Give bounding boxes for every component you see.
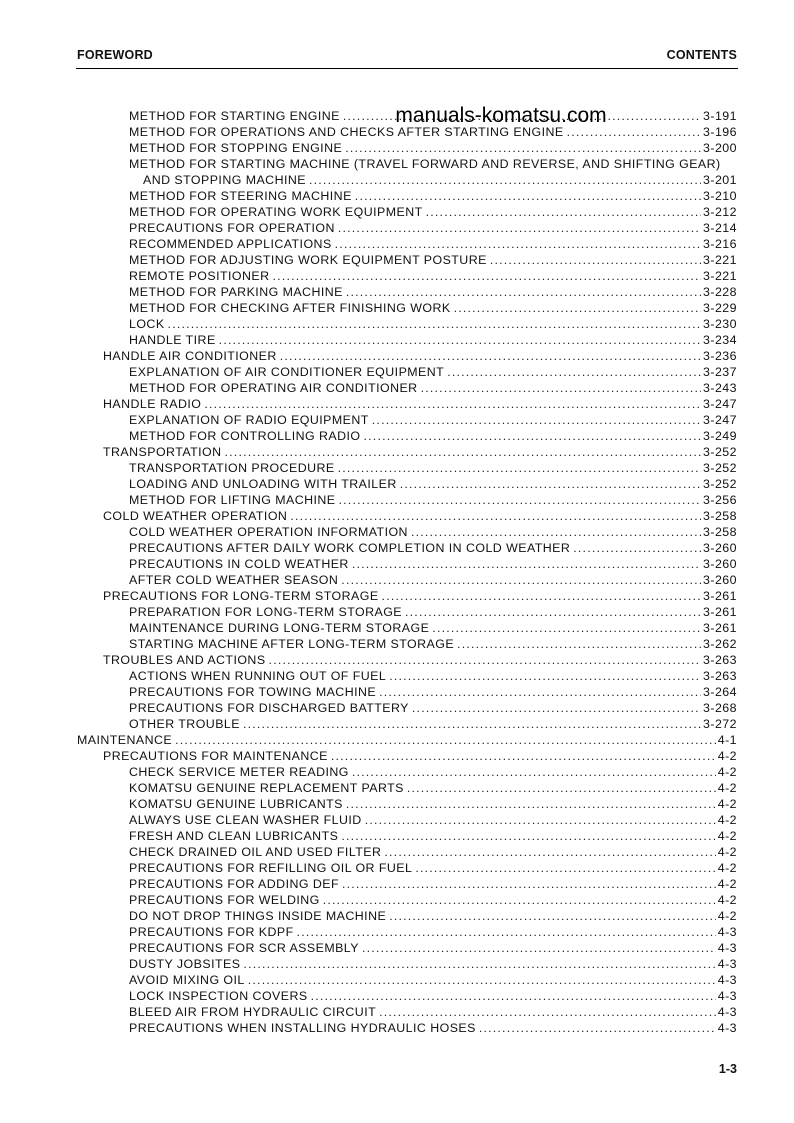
toc-entry-title: STARTING MACHINE AFTER LONG-TERM STORAGE: [129, 637, 455, 651]
toc-entry-title: COLD WEATHER OPERATION INFORMATION: [129, 525, 408, 539]
toc-entry[interactable]: [129, 908, 737, 924]
toc-dot-leader: [339, 492, 702, 508]
toc-dot-leader: [365, 812, 716, 828]
toc-entry-title: PRECAUTIONS FOR OPERATION: [129, 221, 335, 235]
toc-entry[interactable]: [129, 604, 737, 620]
toc-entry[interactable]: [129, 1020, 737, 1036]
toc-entry-title: METHOD FOR OPERATIONS AND CHECKS AFTER STARTING ENGINE: [129, 125, 564, 139]
toc-entry[interactable]: [129, 764, 737, 780]
toc-entry-title: OTHER TROUBLE: [129, 717, 240, 731]
toc-entry-page: 3-261: [703, 605, 737, 619]
toc-entry[interactable]: [143, 172, 737, 188]
toc-entry-page: 3-229: [703, 301, 737, 315]
header-section-title: FOREWORD: [77, 48, 153, 62]
toc-dot-leader: [400, 476, 701, 492]
toc-entry-page: 3-268: [703, 701, 737, 715]
toc-entry-page: 4-2: [717, 877, 737, 891]
toc-entry-title: DO NOT DROP THINGS INSIDE MACHINE: [129, 909, 387, 923]
toc-entry-page: 4-2: [717, 829, 737, 843]
toc-dot-leader: [343, 108, 701, 124]
toc-dot-leader: [362, 940, 716, 956]
toc-dot-leader: [269, 652, 702, 668]
toc-entry[interactable]: [129, 668, 737, 684]
toc-entry-title: TROUBLES AND ACTIONS: [103, 653, 266, 667]
toc-entry[interactable]: [129, 780, 737, 796]
toc-entry-title: HANDLE TIRE: [129, 333, 216, 347]
toc-entry[interactable]: [103, 508, 737, 524]
toc-entry-title: PRECAUTIONS FOR DISCHARGED BATTERY: [129, 701, 409, 715]
toc-entry[interactable]: [129, 204, 737, 220]
toc-entry-page: 3-260: [703, 573, 737, 587]
toc-entry[interactable]: [129, 220, 737, 236]
toc-dot-leader: [346, 284, 701, 300]
toc-dot-leader: [204, 396, 701, 412]
toc-entry-title: PRECAUTIONS FOR LONG-TERM STORAGE: [103, 589, 379, 603]
toc-entry-title: DUSTY JOBSITES: [129, 957, 241, 971]
toc-entry-title: PRECAUTIONS IN COLD WEATHER: [129, 557, 349, 571]
toc-entry-page: 3-252: [703, 477, 737, 491]
toc-entry-title: METHOD FOR OPERATING WORK EQUIPMENT: [129, 205, 423, 219]
toc-entry-title: LOCK: [129, 317, 165, 331]
toc-dot-leader: [311, 988, 716, 1004]
toc-dot-leader: [225, 444, 702, 460]
toc-entry-page: 4-2: [717, 797, 737, 811]
toc-entry-title: METHOD FOR LIFTING MACHINE: [129, 493, 336, 507]
toc-entry-page: 3-249: [703, 429, 737, 443]
toc-entry-page: 3-210: [703, 189, 737, 203]
toc-entry-title: MAINTENANCE: [77, 733, 173, 747]
toc-dot-leader: [345, 140, 701, 156]
toc-entry-page: 3-237: [703, 365, 737, 379]
toc-entry-page: 3-221: [703, 269, 737, 283]
toc-dot-leader: [338, 460, 701, 476]
toc-entry[interactable]: [129, 332, 737, 348]
toc-entry-title: METHOD FOR OPERATING AIR CONDITIONER: [129, 381, 418, 395]
toc-entry-page: 3-260: [703, 541, 737, 555]
toc-entry[interactable]: [129, 268, 737, 284]
toc-entry-title: COLD WEATHER OPERATION: [103, 509, 288, 523]
toc-entry-title: PRECAUTIONS FOR MAINTENANCE: [103, 749, 328, 763]
toc-entry-title: METHOD FOR STARTING ENGINE: [129, 109, 340, 123]
toc-entry[interactable]: [129, 572, 737, 588]
toc-entry-page: 3-201: [703, 173, 737, 187]
toc-dot-leader: [175, 732, 716, 748]
toc-entry[interactable]: [129, 620, 737, 636]
toc-dot-leader: [280, 348, 701, 364]
toc-entry-page: 4-2: [717, 861, 737, 875]
toc-entry-page: 4-2: [717, 813, 737, 827]
toc-dot-leader: [379, 1004, 716, 1020]
toc-entry-page: 4-3: [717, 989, 737, 1003]
toc-dot-leader: [573, 540, 701, 556]
toc-dot-leader: [490, 252, 701, 268]
toc-dot-leader: [243, 956, 715, 972]
toc-entry[interactable]: [129, 364, 737, 380]
toc-entry-page: 4-2: [717, 893, 737, 907]
toc-dot-leader: [411, 524, 701, 540]
toc-entry-page: 4-3: [717, 925, 737, 939]
toc-entry[interactable]: [129, 124, 737, 140]
toc-entry-title: ALWAYS USE CLEAN WASHER FLUID: [129, 813, 362, 827]
toc-entry-page: 4-2: [717, 909, 737, 923]
toc-dot-leader: [355, 188, 701, 204]
watermark: manuals-komatsu.com: [395, 104, 607, 127]
toc-entry[interactable]: [129, 476, 737, 492]
toc-entry-page: 3-230: [703, 317, 737, 331]
toc-entry-title: PRECAUTIONS WHEN INSTALLING HYDRAULIC HOSES: [129, 1021, 476, 1035]
toc-entry[interactable]: [129, 140, 737, 156]
toc-entry-page: 4-3: [717, 1005, 737, 1019]
toc-dot-leader: [352, 764, 716, 780]
toc-dot-leader: [457, 636, 701, 652]
toc-entry[interactable]: [129, 300, 737, 316]
toc-dot-leader: [364, 428, 702, 444]
toc-entry-page: 3-262: [703, 637, 737, 651]
toc-entry-page: 3-234: [703, 333, 737, 347]
toc-dot-leader: [341, 572, 701, 588]
toc-entry-title: TRANSPORTATION: [103, 445, 222, 459]
toc-entry-title: TRANSPORTATION PROCEDURE: [129, 461, 335, 475]
toc-entry-page: 3-258: [703, 525, 737, 539]
toc-entry-title: AND STOPPING MACHINE: [143, 173, 306, 187]
toc-entry-page: 3-260: [703, 557, 737, 571]
toc-entry[interactable]: [129, 844, 737, 860]
toc-entry-title: METHOD FOR STEERING MACHINE: [129, 189, 352, 203]
toc-entry[interactable]: [103, 652, 737, 668]
toc-entry-page: 3-261: [703, 589, 737, 603]
toc-entry-title: CHECK DRAINED OIL AND USED FILTER: [129, 845, 382, 859]
toc-entry[interactable]: [103, 396, 737, 412]
toc-dot-leader: [421, 380, 701, 396]
toc-entry[interactable]: [129, 716, 737, 732]
toc-dot-leader: [379, 684, 701, 700]
toc-entry-page: 3-263: [703, 653, 737, 667]
toc-entry-page: 3-191: [703, 109, 737, 123]
toc-entry[interactable]: [129, 460, 737, 476]
toc-entry-title: BLEED AIR FROM HYDRAULIC CIRCUIT: [129, 1005, 377, 1019]
toc-entry-title: METHOD FOR PARKING MACHINE: [129, 285, 343, 299]
toc-entry-title: KOMATSU GENUINE REPLACEMENT PARTS: [129, 781, 404, 795]
toc-entry-page: 3-247: [703, 397, 737, 411]
toc-entry[interactable]: [129, 524, 737, 540]
toc-entry-title: FRESH AND CLEAN LUBRICANTS: [129, 829, 339, 843]
toc-entry-page: 3-196: [703, 125, 737, 139]
toc-entry-page: 4-3: [717, 1021, 737, 1035]
toc-entry[interactable]: [129, 860, 737, 876]
toc-dot-leader: [335, 236, 701, 252]
toc-entry[interactable]: [103, 444, 737, 460]
toc-dot-leader: [342, 876, 716, 892]
toc-dot-leader: [219, 332, 701, 348]
toc-entry-title: LOCK INSPECTION COVERS: [129, 989, 308, 1003]
toc-entry[interactable]: [129, 972, 737, 988]
toc-entry[interactable]: [129, 940, 737, 956]
toc-entry[interactable]: [129, 876, 737, 892]
toc-entry-title: AVOID MIXING OIL: [129, 973, 245, 987]
toc-entry-page: 4-1: [717, 733, 737, 747]
toc-entry-title: EXPLANATION OF AIR CONDITIONER EQUIPMENT: [129, 365, 445, 379]
toc-entry-page: 3-243: [703, 381, 737, 395]
toc-entry[interactable]: [129, 700, 737, 716]
toc-entry[interactable]: [129, 492, 737, 508]
toc-entry[interactable]: [77, 732, 737, 748]
toc-dot-leader: [290, 508, 701, 524]
toc-dot-leader: [323, 892, 716, 908]
toc-dot-leader: [243, 716, 701, 732]
toc-entry-title: PRECAUTIONS FOR ADDING DEF: [129, 877, 339, 891]
toc-entry-page: 4-3: [717, 941, 737, 955]
toc-dot-leader: [389, 908, 716, 924]
toc-dot-leader: [331, 748, 716, 764]
toc-entry-page: 4-2: [717, 749, 737, 763]
toc-entry[interactable]: [129, 684, 737, 700]
toc-dot-leader: [338, 220, 701, 236]
toc-entry-page: 3-214: [703, 221, 737, 235]
toc-dot-leader: [389, 668, 701, 684]
toc-entry-page: 3-252: [703, 461, 737, 475]
toc-entry-wrapped-first-line[interactable]: METHOD FOR STARTING MACHINE (TRAVEL FORWARD AND REVERSE, AND SHIFTING GEAR): [129, 157, 721, 171]
toc-entry-page: 3-264: [703, 685, 737, 699]
toc-entry[interactable]: [103, 748, 737, 764]
toc-entry-page: 3-216: [703, 237, 737, 251]
toc-dot-leader: [273, 268, 702, 284]
toc-entry[interactable]: [129, 316, 737, 332]
toc-entry-page: 3-272: [703, 717, 737, 731]
toc-entry-title: REMOTE POSITIONER: [129, 269, 270, 283]
toc-entry[interactable]: [129, 796, 737, 812]
toc-dot-leader: [382, 588, 702, 604]
toc-entry[interactable]: [129, 252, 737, 268]
toc-entry-page: 3-236: [703, 349, 737, 363]
toc-entry[interactable]: [129, 188, 737, 204]
toc-entry[interactable]: [129, 956, 737, 972]
toc-dot-leader: [412, 700, 701, 716]
toc-entry-title: LOADING AND UNLOADING WITH TRAILER: [129, 477, 397, 491]
toc-entry[interactable]: [129, 284, 737, 300]
toc-dot-leader: [407, 780, 716, 796]
toc-dot-leader: [405, 604, 701, 620]
toc-entry-title: PREPARATION FOR LONG-TERM STORAGE: [129, 605, 403, 619]
toc-entry[interactable]: [129, 428, 737, 444]
toc-entry-title: METHOD FOR CHECKING AFTER FINISHING WORK: [129, 301, 451, 315]
toc-entry-title: PRECAUTIONS FOR KDPF: [129, 925, 294, 939]
toc-dot-leader: [341, 828, 715, 844]
toc-dot-leader: [426, 204, 701, 220]
toc-entry-page: 4-2: [717, 765, 737, 779]
toc-dot-leader: [432, 620, 701, 636]
toc-entry-page: 4-3: [717, 973, 737, 987]
toc-dot-leader: [567, 124, 701, 140]
toc-entry-page: 3-247: [703, 413, 737, 427]
toc-dot-leader: [372, 412, 701, 428]
toc-entry-page: 3-263: [703, 669, 737, 683]
toc-entry[interactable]: [129, 1004, 737, 1020]
toc-entry-page: 3-228: [703, 285, 737, 299]
toc-dot-leader: [352, 556, 701, 572]
toc-entry[interactable]: [129, 380, 737, 396]
toc-entry-title: AFTER COLD WEATHER SEASON: [129, 573, 339, 587]
toc-entry-title: PRECAUTIONS AFTER DAILY WORK COMPLETION IN COLD WEATHER: [129, 541, 571, 555]
toc-entry-page: 3-258: [703, 509, 737, 523]
toc-entry-page: 3-261: [703, 621, 737, 635]
toc-entry[interactable]: [129, 540, 737, 556]
toc-entry-page: 4-3: [717, 957, 737, 971]
toc-entry-title: HANDLE AIR CONDITIONER: [103, 349, 277, 363]
toc-entry[interactable]: [129, 236, 737, 252]
toc-entry-title: CHECK SERVICE METER READING: [129, 765, 349, 779]
toc-entry-title: METHOD FOR CONTROLLING RADIO: [129, 429, 361, 443]
toc-dot-leader: [297, 924, 716, 940]
toc-entry-title: PRECAUTIONS FOR TOWING MACHINE: [129, 685, 377, 699]
toc-entry[interactable]: [129, 636, 737, 652]
toc-entry[interactable]: [129, 828, 737, 844]
toc-entry[interactable]: [129, 556, 737, 572]
page-number: 1-3: [718, 1062, 737, 1076]
toc-entry-title: METHOD FOR STOPPING ENGINE: [129, 141, 343, 155]
header-rule: [76, 68, 738, 69]
toc-entry-title: PRECAUTIONS FOR REFILLING OIL OR FUEL: [129, 861, 413, 875]
toc-dot-leader: [479, 1020, 716, 1036]
toc-entry-title: METHOD FOR ADJUSTING WORK EQUIPMENT POSTURE: [129, 253, 487, 267]
toc-entry-title: RECOMMENDED APPLICATIONS: [129, 237, 332, 251]
toc-entry[interactable]: [129, 988, 737, 1004]
toc-entry-title: KOMATSU GENUINE LUBRICANTS: [129, 797, 343, 811]
toc-entry-page: 3-200: [703, 141, 737, 155]
toc-entry-title: PRECAUTIONS FOR SCR ASSEMBLY: [129, 941, 359, 955]
toc-entry-title: HANDLE RADIO: [103, 397, 202, 411]
toc-dot-leader: [168, 316, 702, 332]
toc-entry[interactable]: [129, 924, 737, 940]
toc-entry-page: 3-252: [703, 445, 737, 459]
toc-entry-page: 4-2: [717, 845, 737, 859]
toc-entry[interactable]: [129, 108, 737, 124]
toc-entry-title: PRECAUTIONS FOR WELDING: [129, 893, 320, 907]
toc-entry[interactable]: [129, 412, 737, 428]
toc-dot-leader: [384, 844, 715, 860]
toc-entry-page: 4-2: [717, 781, 737, 795]
toc-entry-page: 3-212: [703, 205, 737, 219]
toc-dot-leader: [454, 300, 701, 316]
toc-entry[interactable]: [129, 892, 737, 908]
header-contents-label: CONTENTS: [666, 48, 737, 62]
toc-entry-title: EXPLANATION OF RADIO EQUIPMENT: [129, 413, 369, 427]
toc-entry[interactable]: [103, 588, 737, 604]
toc-dot-leader: [309, 172, 701, 188]
toc-entry-title: ACTIONS WHEN RUNNING OUT OF FUEL: [129, 669, 387, 683]
toc-dot-leader: [415, 860, 715, 876]
toc-dot-leader: [248, 972, 716, 988]
toc-entry-page: 3-221: [703, 253, 737, 267]
toc-entry-page: 3-256: [703, 493, 737, 507]
toc-entry-title: MAINTENANCE DURING LONG-TERM STORAGE: [129, 621, 430, 635]
toc-dot-leader: [346, 796, 716, 812]
toc-entry[interactable]: [103, 348, 737, 364]
toc-dot-leader: [447, 364, 701, 380]
toc-entry[interactable]: [129, 812, 737, 828]
